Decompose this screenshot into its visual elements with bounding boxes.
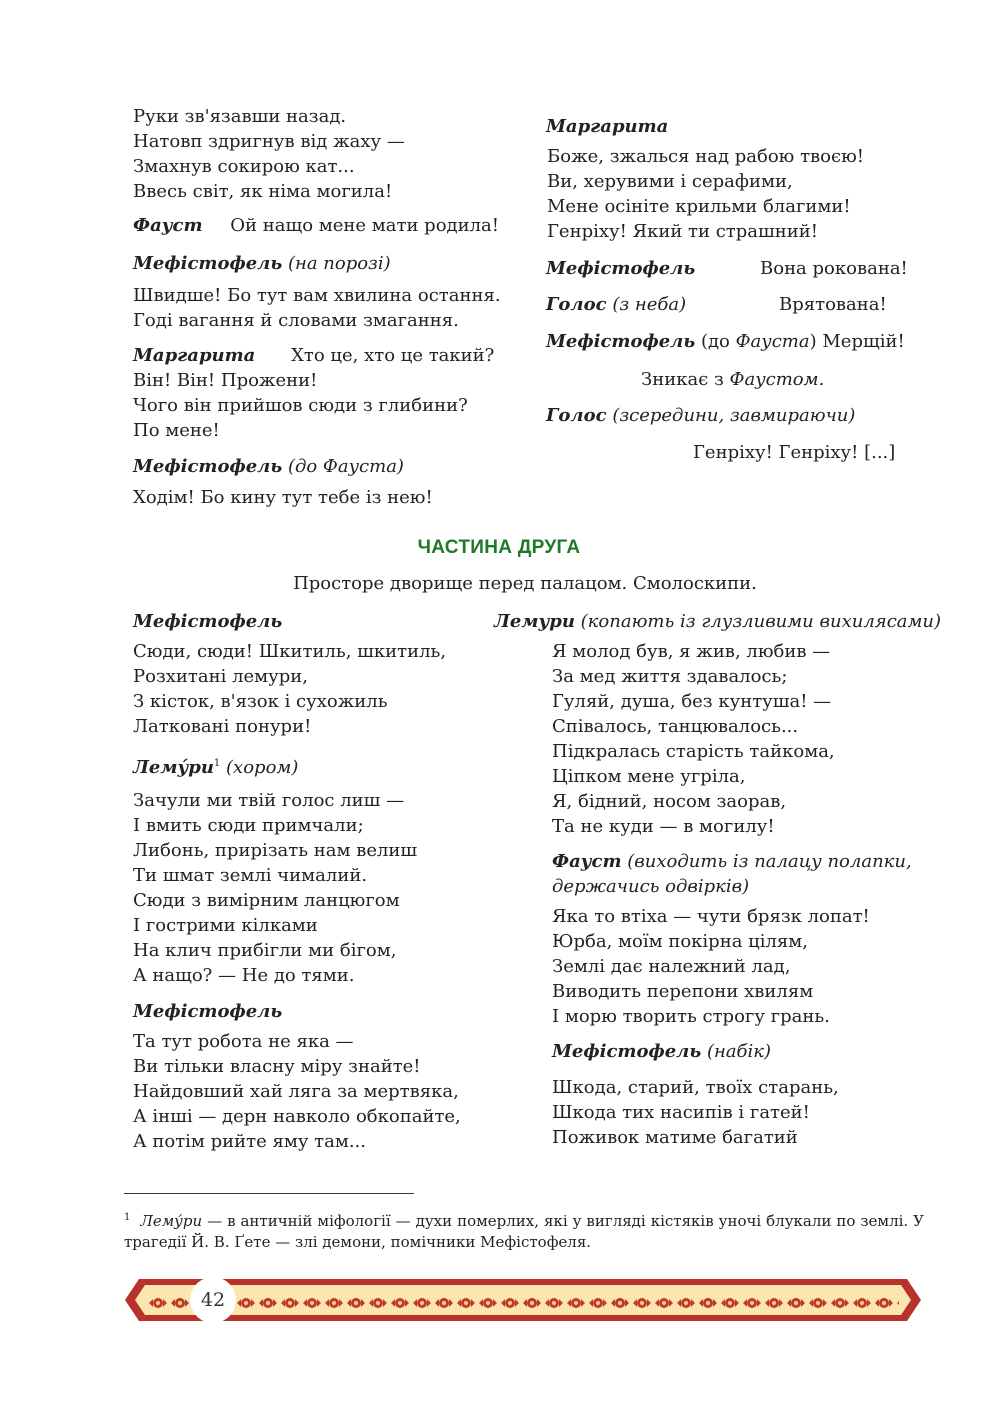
- speaker-voice: [546, 403, 855, 428]
- verse-line: Годі вагання й словами змагання.: [133, 310, 459, 331]
- speech-line: Мерщій!: [822, 331, 905, 352]
- verse-block: [133, 1029, 461, 1154]
- verse-line: На клич прибігли ми бігом,: [133, 940, 397, 961]
- stage-direction: [641, 367, 824, 392]
- stage-direction: (набік): [706, 1041, 772, 1062]
- verse-line: Шкода тих насипів і гатей!: [552, 1102, 810, 1123]
- footnote-text: — в античній міфології — духи померлих, які у вигляді кістяків уночі блукали по землі. У трагедії Й. В. Ґете — злі демони, помічники Мефістофеля.: [124, 1212, 924, 1251]
- verse-line: І вмить сюди примчали;: [133, 815, 364, 836]
- verse-line: І гострими кілками: [133, 915, 318, 936]
- speech-line: Вона рокована!: [760, 258, 908, 279]
- verse-line: А нащо? — Не до тями.: [133, 965, 355, 986]
- verse-line: За мед життя здавалось;: [552, 666, 788, 687]
- speaker-mephistopheles: [552, 1039, 771, 1064]
- part-subtitle: Просторе дворище перед палацом. Смолоскипи.: [293, 573, 757, 594]
- verse-line: Боже, зжалься над рабою твоєю!: [547, 146, 864, 167]
- speech-line: Генріху! Генріху! [...]: [693, 442, 896, 463]
- footnote-ref: 1: [213, 758, 221, 769]
- verse-block: [133, 368, 468, 443]
- speaker-name: Маргарита: [133, 345, 256, 366]
- footnote-term: Лему́ри: [140, 1212, 203, 1230]
- speech-line: Ой нащо мене мати родила!: [230, 215, 500, 236]
- verse-line: Найдовший хай ляга за мертвяка,: [133, 1081, 459, 1102]
- verse-line: Руки зв'язавши назад.: [133, 106, 347, 127]
- speaker-name: Мефістофель: [133, 1001, 283, 1022]
- speech-line: Врятована!: [779, 294, 887, 315]
- stage-direction-close: ): [809, 331, 817, 352]
- verse-block: [547, 144, 864, 244]
- speaker-mephistopheles: [546, 256, 695, 281]
- stage-direction: (з неба): [612, 294, 687, 315]
- verse-line: Зачули ми твій голос лиш —: [133, 790, 405, 811]
- verse-block: [552, 639, 835, 839]
- verse-line: Співалось, танцювалось...: [552, 716, 799, 737]
- verse-line: Генріху! Який ти страшний!: [547, 221, 818, 242]
- stage-direction: держачись одвірків): [552, 876, 750, 897]
- verse-block: [133, 788, 417, 988]
- speaker-name: Фауст: [133, 215, 203, 236]
- ornament-band: [125, 1273, 921, 1327]
- footnote-divider: [124, 1193, 414, 1194]
- speaker-mephistopheles: [546, 329, 905, 354]
- stage-text: Зникає з: [641, 369, 730, 390]
- verse-line: Сюди з вимірним ланцюгом: [133, 890, 400, 911]
- speaker-name: Мефістофель: [133, 253, 283, 274]
- verse-line: Поживок матиме багатий: [552, 1127, 798, 1148]
- verse-block: [133, 639, 446, 739]
- verse-line: Ходім! Бо кину тут тебе із нею!: [133, 487, 433, 508]
- verse-line: А потім рийте яму там...: [133, 1131, 366, 1152]
- verse-line: А інші — дерн навколо обкопайте,: [133, 1106, 461, 1127]
- speaker-mephistopheles: [133, 251, 391, 276]
- verse-line: Либонь, прирізать нам велиш: [133, 840, 418, 861]
- verse-line: З кісток, в'язок і сухожиль: [133, 691, 388, 712]
- verse-line: Я молод був, я жив, любив —: [552, 641, 831, 662]
- speaker-margarita: [133, 343, 494, 368]
- ornament-pattern: [147, 1290, 899, 1310]
- verse-block: [133, 283, 501, 333]
- verse-line: Ввесь світ, як німа могила!: [133, 181, 393, 202]
- verse-line: Ціпком мене угріла,: [552, 766, 746, 787]
- stage-direction-open: (до: [700, 331, 736, 352]
- stage-direction: Фауста: [735, 331, 810, 352]
- speaker-name: Мефістофель: [546, 258, 696, 279]
- speaker-name: Маргарита: [546, 116, 669, 137]
- speaker-name: Мефістофель: [133, 456, 283, 477]
- verse-line: Підкралась старість тайкома,: [552, 741, 835, 762]
- speaker-faust: [552, 849, 912, 874]
- speaker-lemurs: [494, 609, 941, 634]
- speaker-name: Лему́ри: [133, 757, 214, 778]
- part-title: ЧАСТИНА ДРУГА: [417, 537, 581, 558]
- verse-line: Латковані понури!: [133, 716, 312, 737]
- stage-direction: (зсередини, завмираючи): [612, 405, 856, 426]
- verse-line: Я, бідний, носом заорав,: [552, 791, 787, 812]
- verse-line: По мене!: [133, 420, 220, 441]
- verse-block: [552, 904, 870, 1029]
- footnote: [124, 1207, 924, 1253]
- verse-block: [552, 1075, 839, 1150]
- verse-line: Гуляй, душа, без кунтуша! —: [552, 691, 832, 712]
- speaker-voice: [546, 292, 686, 317]
- speaker-name: Мефістофель: [546, 331, 696, 352]
- verse-line: Ти шмат землі чималий.: [133, 865, 368, 886]
- speaker-name: Мефістофель: [552, 1041, 702, 1062]
- speaker-name: Лемури: [494, 611, 575, 632]
- verse-line: Та не куди — в могилу!: [552, 816, 775, 837]
- verse-line: Змахнув сокирою кат...: [133, 156, 355, 177]
- speaker-lemurs: [133, 751, 298, 780]
- verse-line: Чого він прийшов сюди з глибини?: [133, 395, 468, 416]
- stage-direction: (на порозі): [287, 253, 391, 274]
- speaker-mephistopheles: [133, 609, 282, 634]
- stage-direction: (хором): [226, 757, 299, 778]
- verse-line: Швидше! Бо тут вам хвилина остання.: [133, 285, 501, 306]
- verse-block: [133, 104, 405, 204]
- speaker-faust: [133, 213, 499, 238]
- stage-direction: (копають із глузливими вихилясами): [580, 611, 942, 632]
- speaker-name: Голос: [546, 405, 607, 426]
- verse-line: Ви тільки власну міру знайте!: [133, 1056, 421, 1077]
- verse-line: Сюди, сюди! Шкитиль, шкитиль,: [133, 641, 447, 662]
- stage-direction: (до Фауста): [287, 456, 404, 477]
- footnote-number: 1: [124, 1212, 131, 1223]
- verse-line: Виводить перепони хвилям: [552, 981, 814, 1002]
- verse-line: Він! Він! Прожени!: [133, 370, 318, 391]
- speaker-name: Фауст: [552, 851, 622, 872]
- speaker-name: Мефістофель: [133, 611, 283, 632]
- speaker-margarita: [546, 114, 668, 139]
- stage-direction: (виходить із палацу полапки,: [627, 851, 912, 872]
- verse-line: Та тут робота не яка —: [133, 1031, 354, 1052]
- stage-text-italic: Фаустом.: [729, 369, 825, 390]
- verse-line: Шкода, старий, твоїх старань,: [552, 1077, 839, 1098]
- speech-line: Хто це, хто це такий?: [291, 345, 495, 366]
- verse-line: Юрба, моїм покірна цілям,: [552, 931, 808, 952]
- speaker-name: Голос: [546, 294, 607, 315]
- verse-line: Яка то втіха — чути брязк лопат!: [552, 906, 870, 927]
- verse-line: Ви, херувими і серафими,: [547, 171, 793, 192]
- page-number: 42: [190, 1277, 236, 1323]
- verse-line: Мене осініте крильми благими!: [547, 196, 851, 217]
- verse-line: Натовп здригнув від жаху —: [133, 131, 405, 152]
- speaker-mephistopheles: [133, 454, 404, 479]
- verse-line: Землі дає належний лад,: [552, 956, 791, 977]
- speaker-mephistopheles: [133, 999, 282, 1024]
- verse-line: І морю творить строгу грань.: [552, 1006, 830, 1027]
- verse-line: Розхитані лемури,: [133, 666, 308, 687]
